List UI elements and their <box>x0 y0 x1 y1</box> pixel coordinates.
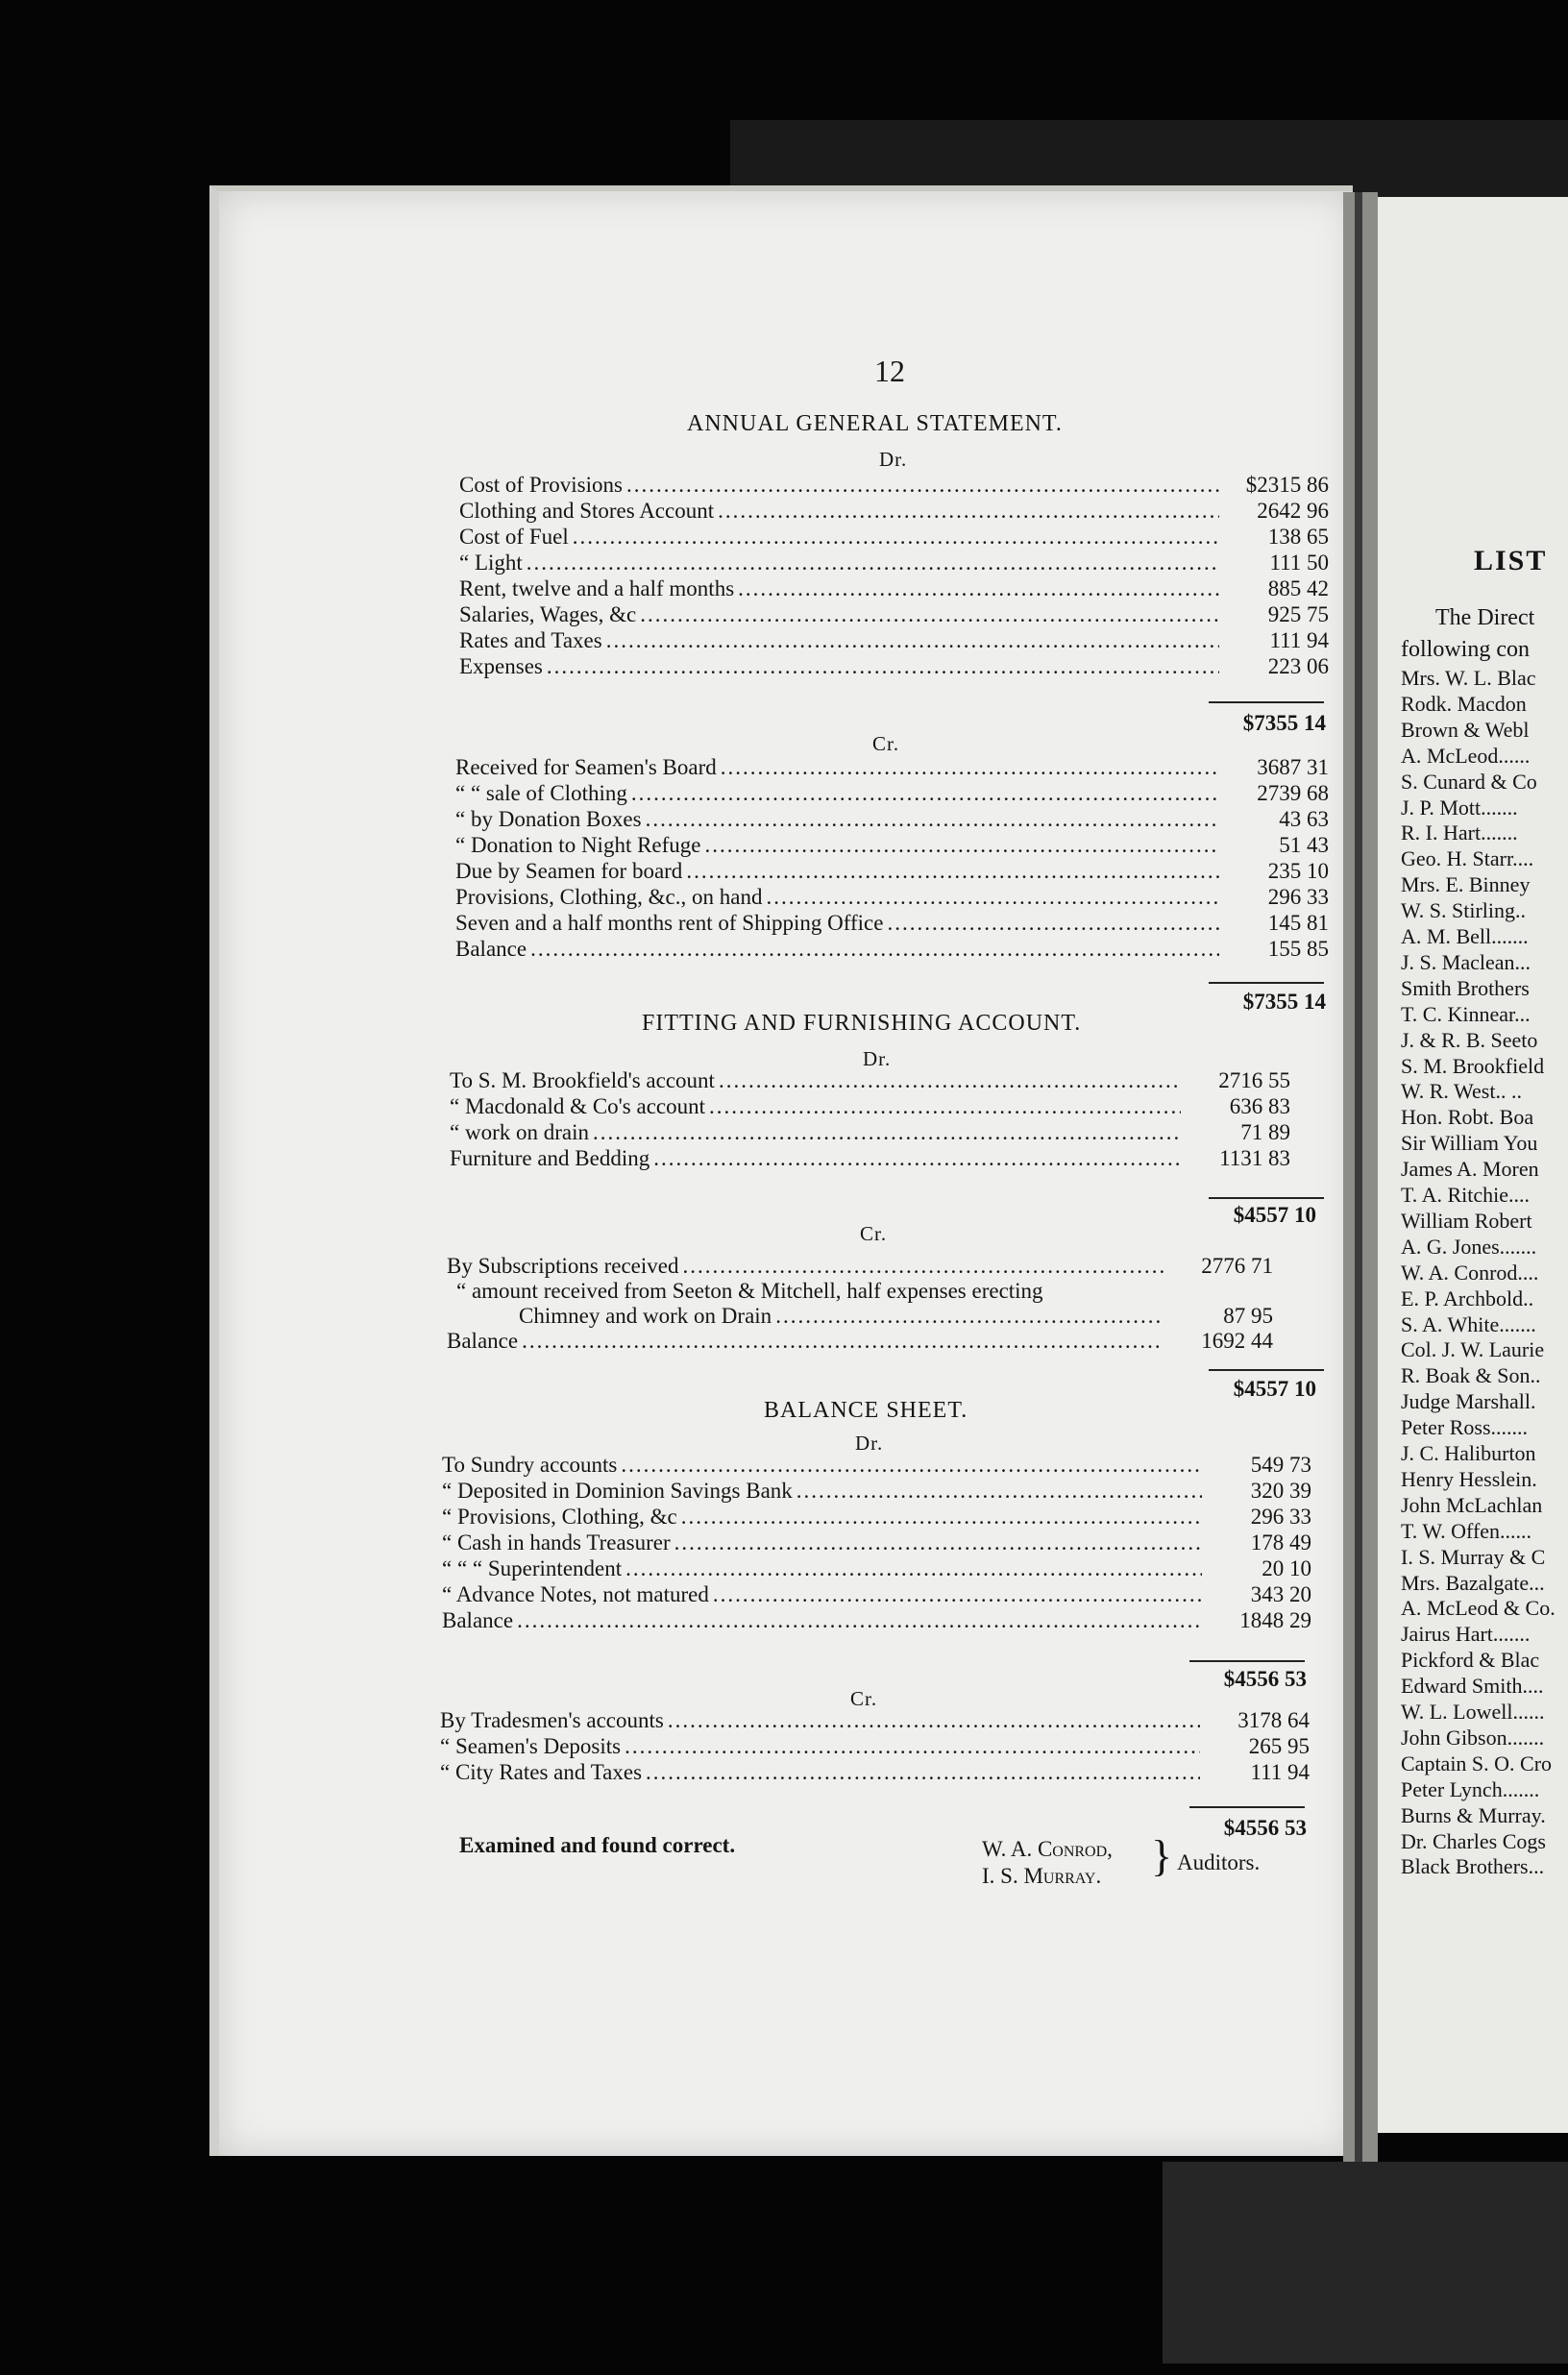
balance-cr-total: $4556 53 <box>1223 1816 1307 1840</box>
donor-name: S. A. White....... <box>1401 1311 1536 1336</box>
donor-name: Peter Lynch....... <box>1401 1776 1540 1801</box>
ledger-row-amount: 71 89 <box>1240 1120 1290 1144</box>
ledger-row <box>442 1505 1311 1530</box>
ledger-row-amount: 1131 83 <box>1219 1146 1290 1170</box>
donor-name: T. W. Offen...... <box>1401 1518 1532 1543</box>
ledger-row-label: Cost of Fuel <box>459 525 569 549</box>
ledger-row-label: Rent, twelve and a half months <box>459 576 735 600</box>
annual-cr-total-rule <box>1209 982 1324 984</box>
donor-name: John McLachlan <box>1401 1492 1543 1517</box>
ledger-row-amount: 343 20 <box>1250 1582 1311 1606</box>
dot-leader <box>796 1479 1202 1504</box>
ledger-row-label: “ Light <box>459 551 523 575</box>
donor-name: Dr. Charles Cogs <box>1401 1828 1546 1853</box>
donor-name: Mrs. W. L. Blac <box>1401 666 1536 690</box>
fitting-dr-label: Dr. <box>863 1047 892 1070</box>
ledger-row <box>459 551 1329 576</box>
ledger-row-amount: 320 39 <box>1250 1479 1311 1503</box>
ledger-row <box>442 1530 1311 1556</box>
dot-leader <box>738 576 1219 601</box>
ledger-row-label: Rates and Taxes <box>459 628 602 652</box>
ledger-row-label: Salaries, Wages, &c <box>459 602 637 626</box>
ledger-row <box>442 1453 1311 1479</box>
ledger-row-label: “ work on drain <box>450 1120 589 1144</box>
donor-name: S. M. Brookfield <box>1401 1053 1545 1078</box>
ledger-row <box>455 937 1329 963</box>
donor-name: Burns & Murray. <box>1401 1802 1546 1827</box>
dot-leader <box>713 1582 1202 1607</box>
ledger-row <box>455 807 1329 833</box>
donor-name: Col. J. W. Laurie <box>1401 1337 1545 1362</box>
right-page-intro: following con <box>1401 637 1530 662</box>
donor-name: J. & R. B. Seeto <box>1401 1027 1538 1052</box>
ledger-row-label: Furniture and Bedding <box>450 1146 650 1170</box>
ledger-row-label: “ Advance Notes, not matured <box>442 1582 709 1606</box>
ledger-row-amount: 296 33 <box>1250 1505 1311 1529</box>
donor-name: R. Boak & Son.. <box>1401 1363 1541 1388</box>
fitting-cr-row-text: “ amount received from Seeton & Mitchell, half expenses erecting <box>456 1279 1043 1303</box>
ledger-row <box>459 654 1329 680</box>
ledger-row <box>450 1094 1290 1120</box>
dot-leader <box>625 1556 1202 1581</box>
ledger-row-label: “ Cash in hands Treasurer <box>442 1530 671 1555</box>
ledger-row <box>455 911 1329 937</box>
auditor-name: W. A. Conrod, <box>982 1837 1113 1861</box>
dot-leader <box>718 499 1219 524</box>
ledger-row <box>455 885 1329 911</box>
ledger-row-label: “ City Rates and Taxes <box>440 1760 643 1784</box>
donor-name: John Gibson....... <box>1401 1725 1545 1750</box>
ledger-row-label: “ by Donation Boxes <box>455 807 642 831</box>
annual-statement-title: ANNUAL GENERAL STATEMENT. <box>687 411 1063 436</box>
auditors-label: Auditors. <box>1177 1850 1261 1874</box>
ledger-row <box>459 525 1329 551</box>
donor-name: J. S. Maclean... <box>1401 949 1531 974</box>
ledger-row-amount: 111 94 <box>1269 628 1329 652</box>
annual-cr-label: Cr. <box>872 732 900 755</box>
ledger-row <box>450 1146 1290 1172</box>
dot-leader <box>626 473 1219 498</box>
ledger-row <box>450 1120 1290 1146</box>
donor-name: Mrs. Bazalgate... <box>1401 1570 1545 1595</box>
ledger-row-amount: 2739 68 <box>1257 781 1329 805</box>
ledger-row-amount: $2315 86 <box>1245 473 1329 497</box>
donor-name: A. G. Jones....... <box>1401 1234 1537 1259</box>
annual-dr-total: $7355 14 <box>1242 711 1326 735</box>
donor-name: T. A. Ritchie.... <box>1401 1183 1531 1207</box>
ledger-row-amount: 51 43 <box>1279 833 1329 857</box>
dot-leader <box>646 1760 1200 1785</box>
ledger-row-label: “ “ sale of Clothing <box>455 781 627 805</box>
annual-cr-total: $7355 14 <box>1242 990 1326 1014</box>
ledger-row-label: To Sundry accounts <box>442 1453 618 1477</box>
dot-leader <box>686 859 1219 884</box>
ledger-row <box>455 755 1329 781</box>
ledger-row-amount: 111 50 <box>1269 551 1329 575</box>
ledger-row-label: “ “ “ Superintendent <box>442 1556 623 1580</box>
donor-name: W. S. Stirling.. <box>1401 898 1526 923</box>
donor-name: Sir William You <box>1401 1131 1538 1156</box>
ledger-row-label: “ Deposited in Dominion Savings Bank <box>442 1479 793 1503</box>
ledger-row <box>459 576 1329 602</box>
ledger-row-amount: 3687 31 <box>1257 755 1329 779</box>
dot-leader <box>646 807 1219 832</box>
gutter-shadow <box>1355 192 1362 2162</box>
dot-leader <box>766 885 1219 910</box>
ledger-row <box>459 473 1329 499</box>
ledger-row-amount: 235 10 <box>1267 859 1329 883</box>
ledger-row-label: Clothing and Stores Account <box>459 499 715 523</box>
donor-name: A. McLeod...... <box>1401 743 1531 768</box>
ledger-row-label: By Tradesmen's accounts <box>440 1708 664 1732</box>
fitting-cr-total: $4557 10 <box>1233 1377 1316 1401</box>
ledger-row-label: Expenses <box>459 654 543 678</box>
dot-leader <box>681 1505 1202 1530</box>
ledger-row-amount: 549 73 <box>1250 1453 1311 1477</box>
ledger-row-amount: 925 75 <box>1267 602 1329 626</box>
fitting-dr-total: $4557 10 <box>1233 1203 1316 1227</box>
ledger-row <box>459 499 1329 525</box>
balance-sheet-title: BALANCE SHEET. <box>764 1398 968 1423</box>
dot-leader <box>674 1530 1202 1555</box>
ledger-row-amount: 2716 55 <box>1218 1068 1290 1092</box>
balance-dr-label: Dr. <box>855 1432 884 1455</box>
ledger-row-label: “ Provisions, Clothing, &c <box>442 1505 677 1529</box>
donor-name: A. McLeod & Co. <box>1401 1596 1556 1621</box>
ledger-row-label: Received for Seamen's Board <box>455 755 717 779</box>
ledger-row <box>442 1479 1311 1505</box>
donor-name: Brown & Webl <box>1401 717 1530 742</box>
donor-name: James A. Moren <box>1401 1157 1539 1182</box>
fitting-dr-total-rule <box>1209 1197 1324 1199</box>
ledger-row <box>442 1582 1311 1608</box>
ledger-row-amount: 138 65 <box>1267 525 1329 549</box>
ledger-row-amount: 636 83 <box>1229 1094 1290 1118</box>
examined-note: Examined and found correct. <box>459 1833 736 1857</box>
donor-name: W. A. Conrod.... <box>1401 1260 1539 1285</box>
dot-leader <box>593 1120 1181 1145</box>
donor-name: W. R. West.. .. <box>1401 1079 1522 1104</box>
dot-leader <box>719 1068 1181 1093</box>
dot-leader <box>527 551 1219 575</box>
ledger-row-amount: 1848 29 <box>1239 1608 1311 1632</box>
donor-name: William Robert <box>1401 1208 1532 1233</box>
donor-name: E. P. Archbold.. <box>1401 1285 1534 1310</box>
donor-name: Henry Hesslein. <box>1401 1466 1537 1491</box>
ledger-row-amount: 885 42 <box>1267 576 1329 600</box>
donor-name: Smith Brothers <box>1401 975 1530 1000</box>
dot-leader <box>621 1453 1202 1478</box>
ledger-row-label: Cost of Provisions <box>459 473 623 497</box>
ledger-row <box>455 833 1329 859</box>
donor-name: Geo. H. Starr.... <box>1401 846 1534 871</box>
ledger-row-amount: 2642 96 <box>1257 499 1329 523</box>
fitting-cr-row: By Subscriptions received ..... 2776 71 <box>447 1254 1273 1280</box>
balance-dr-total-rule <box>1189 1660 1305 1662</box>
ledger-row <box>455 859 1329 885</box>
ledger-row-amount: 265 95 <box>1248 1734 1310 1758</box>
ledger-row-amount: 43 63 <box>1279 807 1329 831</box>
donor-name: R. I. Hart....... <box>1401 820 1518 845</box>
donor-name: Judge Marshall. <box>1401 1389 1536 1414</box>
donor-name: Pickford & Blac <box>1401 1648 1540 1673</box>
ledger-row-label: Balance <box>455 937 527 961</box>
ledger-row-label: Balance <box>442 1608 514 1632</box>
dot-leader <box>705 833 1219 858</box>
fitting-cr-total-rule <box>1209 1369 1324 1371</box>
donor-name: S. Cunard & Co <box>1401 769 1537 794</box>
donor-name: Edward Smith.... <box>1401 1674 1544 1699</box>
donor-name: Black Brothers... <box>1401 1854 1545 1879</box>
dot-leader <box>709 1094 1181 1119</box>
ledger-row-amount: 3178 64 <box>1237 1708 1310 1732</box>
ledger-row-label: “ Seamen's Deposits <box>440 1734 622 1758</box>
ledger-row-label: “ Donation to Night Refuge <box>455 833 701 857</box>
right-page-fragment <box>1378 197 1568 2133</box>
ledger-row-label: Seven and a half months rent of Shipping Office <box>455 911 884 935</box>
scan-background-bottom <box>1163 2162 1568 2363</box>
fitting-cr-row: Chimney and work on Drain ..... 87 95 <box>519 1304 1273 1330</box>
ledger-row <box>459 628 1329 654</box>
donor-name: T. C. Kinnear... <box>1401 1001 1531 1026</box>
donor-name: I. S. Murray & C <box>1401 1544 1546 1569</box>
ledger-row <box>455 781 1329 807</box>
fitting-cr-row: Balance ..... 1692 44 <box>447 1329 1273 1355</box>
ledger-row <box>440 1708 1310 1734</box>
dot-leader <box>887 911 1219 936</box>
donor-name: Jairus Hart....... <box>1401 1622 1531 1647</box>
dot-leader <box>625 1734 1200 1759</box>
ledger-row-label: Due by Seamen for board <box>455 859 683 883</box>
ledger-row-amount: 145 81 <box>1267 911 1329 935</box>
annual-dr-total-rule <box>1209 701 1324 703</box>
dot-leader <box>653 1146 1181 1171</box>
donor-name: Captain S. O. Cro <box>1401 1751 1553 1775</box>
right-page-intro: The Direct <box>1435 605 1535 630</box>
ledger-row-amount: 296 33 <box>1267 885 1329 909</box>
ledger-row <box>440 1734 1310 1760</box>
ledger-row <box>442 1556 1311 1582</box>
donor-name: W. L. Lowell...... <box>1401 1700 1545 1724</box>
auditor-name: I. S. Murray. <box>982 1864 1102 1888</box>
donor-name: J. C. Haliburton <box>1401 1441 1536 1465</box>
ledger-row-amount: 155 85 <box>1267 937 1329 961</box>
dot-leader <box>530 937 1219 962</box>
dot-leader <box>668 1708 1200 1733</box>
ledger-row <box>442 1608 1311 1634</box>
ledger-row-label: To S. M. Brookfield's account <box>450 1068 715 1092</box>
dot-leader <box>547 654 1219 679</box>
ledger-row-label: “ Macdonald & Co's account <box>450 1094 706 1118</box>
ledger-row <box>459 602 1329 628</box>
donor-name: J. P. Mott....... <box>1401 795 1518 820</box>
donor-name: Peter Ross....... <box>1401 1415 1528 1440</box>
dot-leader <box>631 781 1219 806</box>
ledger-row <box>440 1760 1310 1786</box>
donor-name: Hon. Robt. Boa <box>1401 1105 1534 1130</box>
donor-name: Rodk. Macdon <box>1401 691 1527 716</box>
balance-cr-label: Cr. <box>850 1687 878 1710</box>
donor-name: Mrs. E. Binney <box>1401 872 1531 897</box>
page-number: 12 <box>874 354 905 388</box>
ledger-row-amount: 20 10 <box>1262 1556 1311 1580</box>
annual-dr-label: Dr. <box>879 448 908 471</box>
donor-name: A. M. Bell....... <box>1401 924 1529 948</box>
dot-leader <box>573 525 1219 550</box>
balance-dr-total: $4556 53 <box>1223 1667 1307 1691</box>
ledger-row-amount: 178 49 <box>1250 1530 1311 1555</box>
fitting-account-title: FITTING AND FURNISHING ACCOUNT. <box>642 1011 1082 1036</box>
fitting-cr-label: Cr. <box>860 1222 888 1245</box>
ledger-row-amount: 223 06 <box>1267 654 1329 678</box>
auditors-brace: } <box>1151 1831 1173 1880</box>
ledger-row-label: Provisions, Clothing, &c., on hand <box>455 885 763 909</box>
balance-cr-total-rule <box>1189 1806 1305 1808</box>
dot-leader <box>606 628 1219 653</box>
list-title: LIST <box>1474 545 1548 576</box>
ledger-row-amount: 111 94 <box>1250 1760 1310 1784</box>
dot-leader <box>640 602 1219 627</box>
ledger-row <box>450 1068 1290 1094</box>
dot-leader <box>517 1608 1202 1633</box>
dot-leader <box>721 755 1219 780</box>
